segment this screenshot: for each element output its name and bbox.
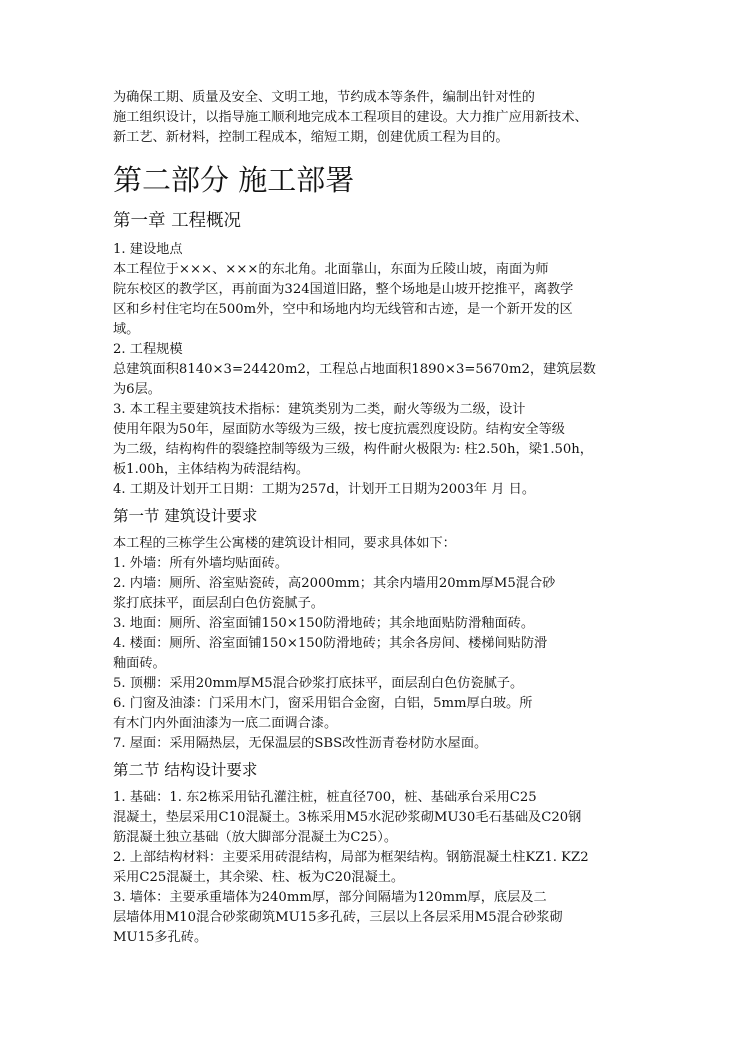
text-line: 7. 屋面：采用隔热层，无保温层的SBS改性沥青卷材防水屋面。 <box>113 736 488 751</box>
text-line: 域。 <box>113 322 140 337</box>
text-line: 2. 工程规模 <box>113 342 183 357</box>
text-line: 3. 地面：厕所、浴室面铺150×150防滑地砖；其余地面贴防滑釉面砖。 <box>113 616 535 631</box>
text-line: 浆打底抹平，面层刮白色仿瓷腻子。 <box>113 596 324 611</box>
text-line: MU15多孔砖。 <box>113 930 208 945</box>
text-line: 2. 上部结构材料：主要采用砖混结构，局部为框架结构。钢筋混凝土柱KZ1. KZ2 <box>113 850 589 865</box>
text-line: 为确保工期、质量及安全、文明工地，节约成本等条件，编制出针对性的 <box>113 90 535 105</box>
part-title: 第二部分 施工部署 <box>113 163 355 197</box>
text-line: 筋混凝土独立基础（放大脚部分混凝土为C25）。 <box>113 830 398 845</box>
text-line: 总建筑面积8140×3=24420m2，工程总占地面积1890×3=5670m2，建筑层数 <box>113 362 596 377</box>
text-line: 1. 建设地点 <box>113 242 183 257</box>
text-line: 1. 外墙：所有外墙均贴面砖。 <box>113 556 289 571</box>
text-line: 4. 楼面：厕所、浴室面铺150×150防滑地砖；其余各房间、楼梯间贴防滑 <box>113 636 548 651</box>
section-body <box>113 534 633 754</box>
text-line: 本工程的三栋学生公寓楼的建筑设计相同，要求具体如下： <box>113 536 456 551</box>
text-line: 层墙体用M10混合砂浆砌筑MU15多孔砖，三层以上各层采用M5混合砂浆砌 <box>113 910 563 925</box>
chapter-title: 第一章 工程概况 <box>113 211 242 231</box>
text-line: 4. 工期及计划开工日期：工期为257d，计划开工日期为2003年 月 日。 <box>113 482 536 497</box>
text-line: 5. 顶棚：采用20mm厚M5混合砂浆打底抹平，面层刮白色仿瓷腻子。 <box>113 676 524 691</box>
intro-paragraph <box>113 88 633 148</box>
text-line: 1. 基础：1. 东2栋采用钻孔灌注桩，桩直径700，桩、基础承台采用C25 <box>113 790 537 805</box>
text-line: 本工程位于×××、×××的东北角。北面靠山，东面为丘陵山坡，南面为师 <box>113 262 549 277</box>
text-line: 有木门内外面油漆为一底二面调合漆。 <box>113 716 338 731</box>
text-line: 混凝土，垫层采用C10混凝土。3栋采用M5水泥砂浆砌MU30毛石基础及C20钢 <box>113 810 582 825</box>
text-line: 2. 内墙：厕所、浴室贴瓷砖，高2000mm；其余内墙用20mm厚M5混合砂 <box>113 576 556 591</box>
text-line: 3. 墙体：主要承重墙体为240mm厚，部分间隔墙为120mm厚，底层及二 <box>113 890 547 905</box>
text-line: 3. 本工程主要建筑技术指标：建筑类别为二类，耐火等级为二级，设计 <box>113 402 526 417</box>
text-line: 新工艺、新材料，控制工程成本，缩短工期，创建优质工程为目的。 <box>113 130 509 145</box>
chapter-body <box>113 240 633 500</box>
text-line: 区和乡村住宅均在500m外，空中和场地内均无线管和古迹，是一个新开发的区 <box>113 302 573 317</box>
text-line: 板1.00h，主体结构为砖混结构。 <box>113 462 310 477</box>
text-line: 院东校区的教学区，再前面为324国道旧路，整个场地是山坡开挖推平，离教学 <box>113 282 574 297</box>
text-line: 采用C25混凝土，其余梁、柱、板为C20混凝土。 <box>113 870 405 885</box>
document-page <box>113 88 633 948</box>
text-line: 6. 门窗及油漆：门采用木门，窗采用铝合金窗，白铝，5mm厚白玻。所 <box>113 696 533 711</box>
section-body <box>113 788 633 948</box>
text-line: 釉面砖。 <box>113 656 166 671</box>
text-line: 为二级，结构构件的裂缝控制等级为三级，构件耐火极限为: 柱2.50h，梁1.50h， <box>113 442 593 457</box>
text-line: 施工组织设计，以指导施工顺利地完成本工程项目的建设。大力推广应用新技术、 <box>113 110 588 125</box>
section-title: 第二节 结构设计要求 <box>113 761 258 779</box>
text-line: 为6层。 <box>113 382 161 397</box>
text-line: 使用年限为50年，屋面防水等级为三级，按七度抗震烈度设防。结构安全等级 <box>113 422 565 437</box>
section-title: 第一节 建筑设计要求 <box>113 507 258 525</box>
